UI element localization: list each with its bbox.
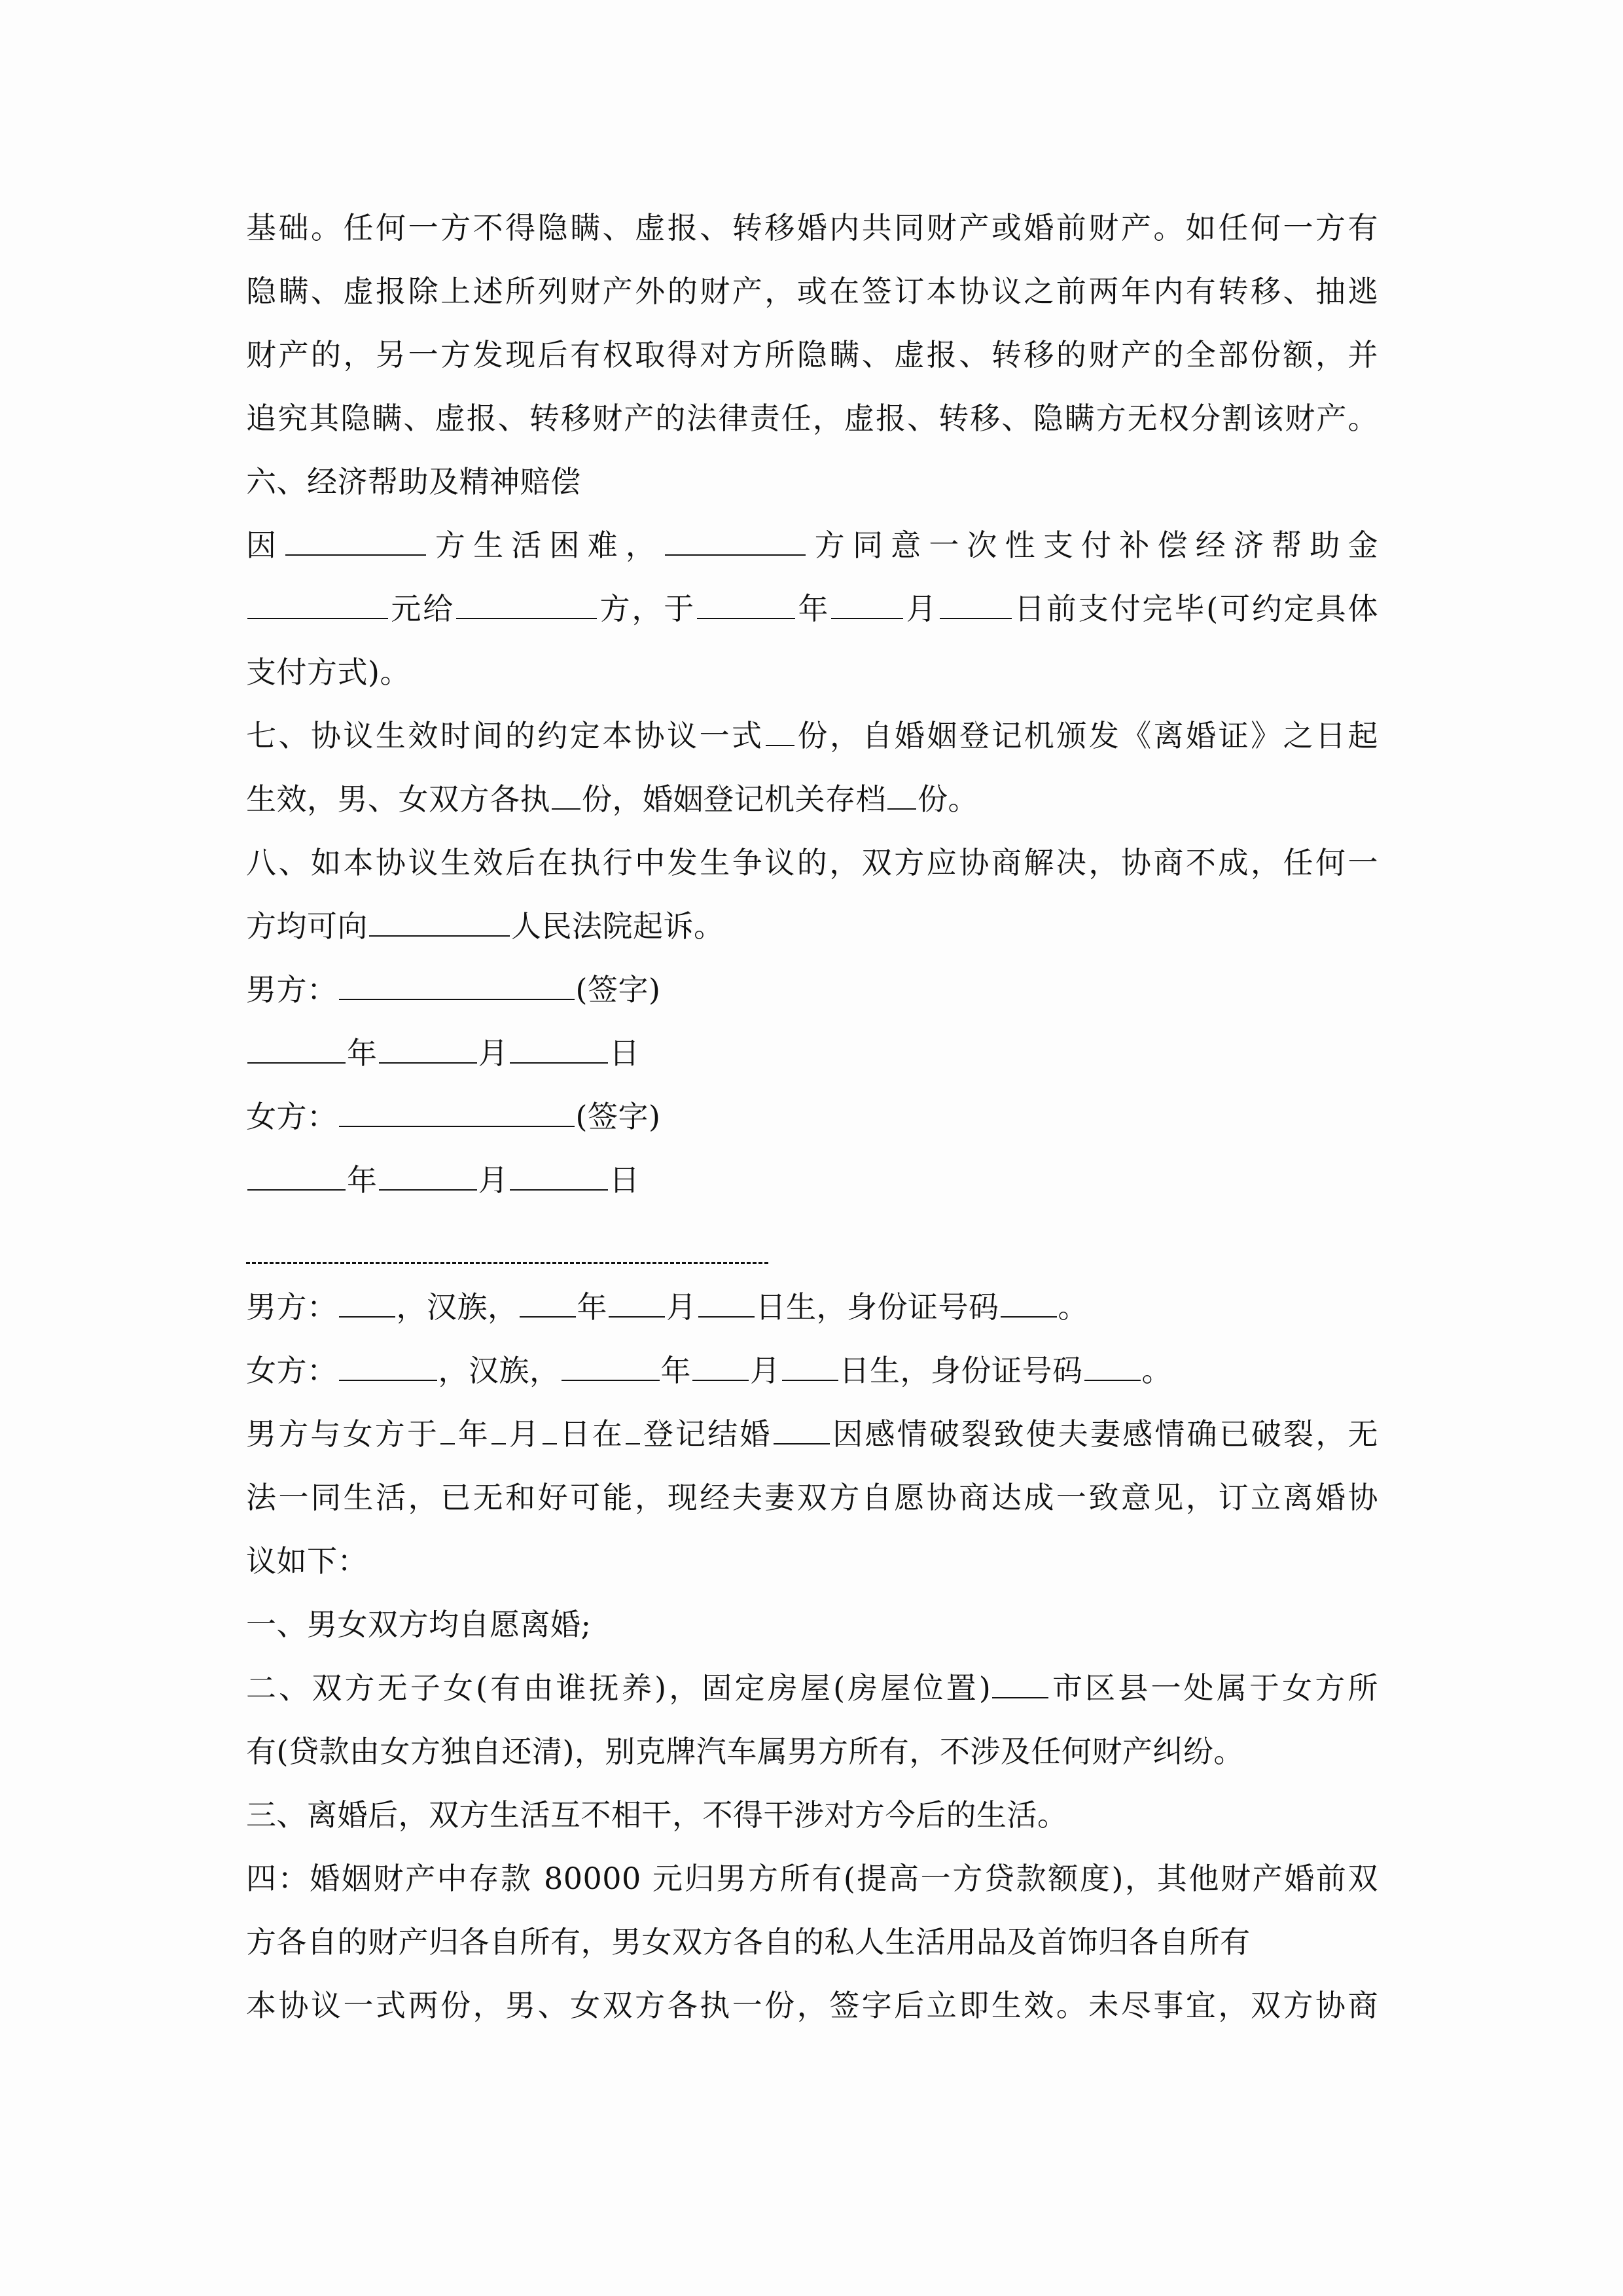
location-blank — [992, 1672, 1048, 1698]
day-blank — [698, 1291, 755, 1318]
text: 方同意一次性支付补偿经济帮助金 — [807, 528, 1379, 563]
text: 男方与女方于 — [246, 1416, 440, 1452]
item-1: 一、男女双方均自愿离婚; — [246, 1607, 592, 1642]
blank-field — [552, 783, 580, 810]
month-blank — [609, 1291, 665, 1318]
section6-heading: 六、经济帮助及精神赔偿 — [246, 464, 581, 499]
text: 份，婚姻登记机关存档 — [582, 781, 886, 817]
text: 月 — [904, 591, 938, 626]
end-punct: 。 — [1058, 1289, 1088, 1325]
text: 登记结婚 — [641, 1416, 772, 1452]
section6-line-3: 支付方式)。 — [246, 655, 410, 690]
text: 月 — [507, 1416, 542, 1452]
female-info-line — [246, 1339, 1378, 1403]
section6-line-2 — [246, 577, 1378, 641]
sign-note: (签字) — [575, 1099, 661, 1134]
id-blank — [1001, 1291, 1057, 1318]
id-blank — [1084, 1355, 1141, 1381]
year-blank — [520, 1291, 576, 1318]
text: 日前支付完毕(可约定具体 — [1012, 591, 1379, 626]
blank-field — [665, 529, 806, 556]
birth-text: 日生，身份证号码 — [839, 1353, 1083, 1388]
text: 七、协议生效时间的约定本协议一式 — [246, 718, 764, 753]
male-info-line — [246, 1276, 1378, 1339]
section7-line-1 — [246, 704, 1378, 768]
day-blank — [510, 1037, 608, 1064]
text: 方，于 — [598, 591, 696, 626]
section6-line-1 — [246, 514, 1378, 577]
month-label: 月 — [478, 1035, 508, 1071]
item-2-line-2: 有(贷款由女方独自还清)，别克牌汽车属男方所有，不涉及任何财产纠纷。 — [246, 1734, 1244, 1769]
text: 因感情破裂致使夫妻感情确已破裂，无 — [830, 1416, 1379, 1452]
closing-line-1: 本协议一式两份，男、女双方各执一份，签字后立即生效。未尽事宜，双方协商 — [246, 1988, 1378, 2023]
year-label: 年 — [347, 1162, 378, 1198]
text: 元给 — [389, 591, 455, 626]
name-blank — [339, 1291, 395, 1318]
text: 人民法院起诉。 — [511, 908, 724, 944]
text: 方生活困难， — [427, 528, 664, 563]
sign-note: (签字) — [575, 972, 661, 1007]
text: 因 — [246, 528, 285, 563]
month-blank — [692, 1355, 749, 1381]
text: 日在 — [558, 1416, 625, 1452]
month-label: 月 — [478, 1162, 508, 1198]
item-4-line-2: 方各自的财产归各自所有，男女双方各自的私人生活用品及首饰归各自所有 — [246, 1924, 1251, 1960]
male-label: 男方： — [246, 1289, 338, 1325]
blank-field — [697, 593, 795, 619]
male-label: 男方： — [246, 972, 338, 1007]
blank-field — [247, 593, 388, 619]
day-blank — [782, 1355, 838, 1381]
female-label: 女方： — [246, 1353, 338, 1388]
month-label: 月 — [666, 1289, 697, 1325]
item-2-line-1 — [246, 1657, 1378, 1720]
intro-line-3: 议如下： — [246, 1543, 368, 1579]
intro-line-2: 法一同生活，已无和好可能，现经夫妻双方自愿协商达成一致意见，订立离婚协 — [246, 1480, 1378, 1515]
item-4-line-1: 四：婚姻财产中存款 80000 元归男方所有(提高一方贷款额度)，其他财产婚前双 — [246, 1861, 1378, 1896]
male-signature-field — [339, 974, 575, 1000]
day-label: 日 — [609, 1035, 640, 1071]
document-page — [246, 196, 1378, 2037]
year-label: 年 — [660, 1353, 691, 1388]
female-signature-field — [339, 1101, 575, 1127]
section5-line-4: 追究其隐瞒、虚报、转移财产的法律责任，虚报、转移、隐瞒方无权分割该财产。 — [246, 401, 1378, 436]
blank-field — [887, 783, 916, 810]
year-label: 年 — [347, 1035, 378, 1071]
text: 年 — [456, 1416, 491, 1452]
blank-field — [766, 720, 794, 746]
month-blank — [379, 1037, 477, 1064]
text: 份，自婚姻登记机颁发《离婚证》之日起 — [795, 718, 1379, 753]
text: 二、双方无子女(有由谁抚养)，固定房屋(房屋位置) — [246, 1670, 991, 1706]
male-date-line — [246, 1022, 1378, 1085]
day-label: 日 — [609, 1162, 640, 1198]
female-label: 女方： — [246, 1099, 338, 1134]
end-punct: 。 — [1141, 1353, 1172, 1388]
day-blank — [510, 1164, 608, 1191]
blank-field — [831, 593, 903, 619]
birth-text: 日生，身份证号码 — [755, 1289, 999, 1325]
item-3: 三、离婚后，双方生活互不相干，不得干涉对方今后的生活。 — [246, 1797, 1068, 1833]
male-signature-line — [246, 958, 1378, 1022]
month-blank — [379, 1164, 477, 1191]
section-divider — [246, 1212, 1378, 1276]
female-date-line — [246, 1149, 1378, 1212]
year-label: 年 — [577, 1289, 607, 1325]
section7-line-2 — [246, 768, 1378, 831]
year-blank — [562, 1355, 660, 1381]
year-blank — [440, 1418, 455, 1444]
text: 年 — [796, 591, 830, 626]
month-blank — [491, 1418, 506, 1444]
year-blank — [247, 1164, 346, 1191]
ethnic-text: ，汉族， — [396, 1289, 518, 1325]
place-blank — [626, 1418, 640, 1444]
female-signature-line — [246, 1085, 1378, 1149]
section8-line-1: 八、如本协议生效后在执行中发生争议的，双方应协商解决，协商不成，任何一 — [246, 845, 1378, 880]
name-blank — [339, 1355, 437, 1381]
section5-line-2: 隐瞒、虚报除上述所列财产外的财产，或在签订本协议之前两年内有转移、抽逃 — [246, 274, 1378, 309]
text: 市区县一处属于女方所 — [1050, 1670, 1378, 1706]
blank-field — [774, 1418, 830, 1444]
year-blank — [247, 1037, 346, 1064]
divider-rule — [246, 1262, 768, 1264]
section5-line-3: 财产的，另一方发现后有权取得对方所隐瞒、虚报、转移的财产的全部份额，并 — [246, 337, 1378, 372]
text: 份。 — [918, 781, 978, 817]
day-blank — [543, 1418, 557, 1444]
ethnic-text: ，汉族， — [438, 1353, 560, 1388]
intro-line-1 — [246, 1403, 1378, 1466]
text: 生效，男、女双方各执 — [246, 781, 550, 817]
blank-field — [940, 593, 1012, 619]
month-label: 月 — [750, 1353, 781, 1388]
text: 方均可向 — [246, 908, 368, 944]
section8-line-2 — [246, 895, 1378, 958]
blank-field — [456, 593, 597, 619]
court-blank-field — [369, 910, 510, 937]
section5-line-1: 基础。任何一方不得隐瞒、虚报、转移婚内共同财产或婚前财产。如任何一方有 — [246, 210, 1378, 245]
blank-field — [285, 529, 426, 556]
